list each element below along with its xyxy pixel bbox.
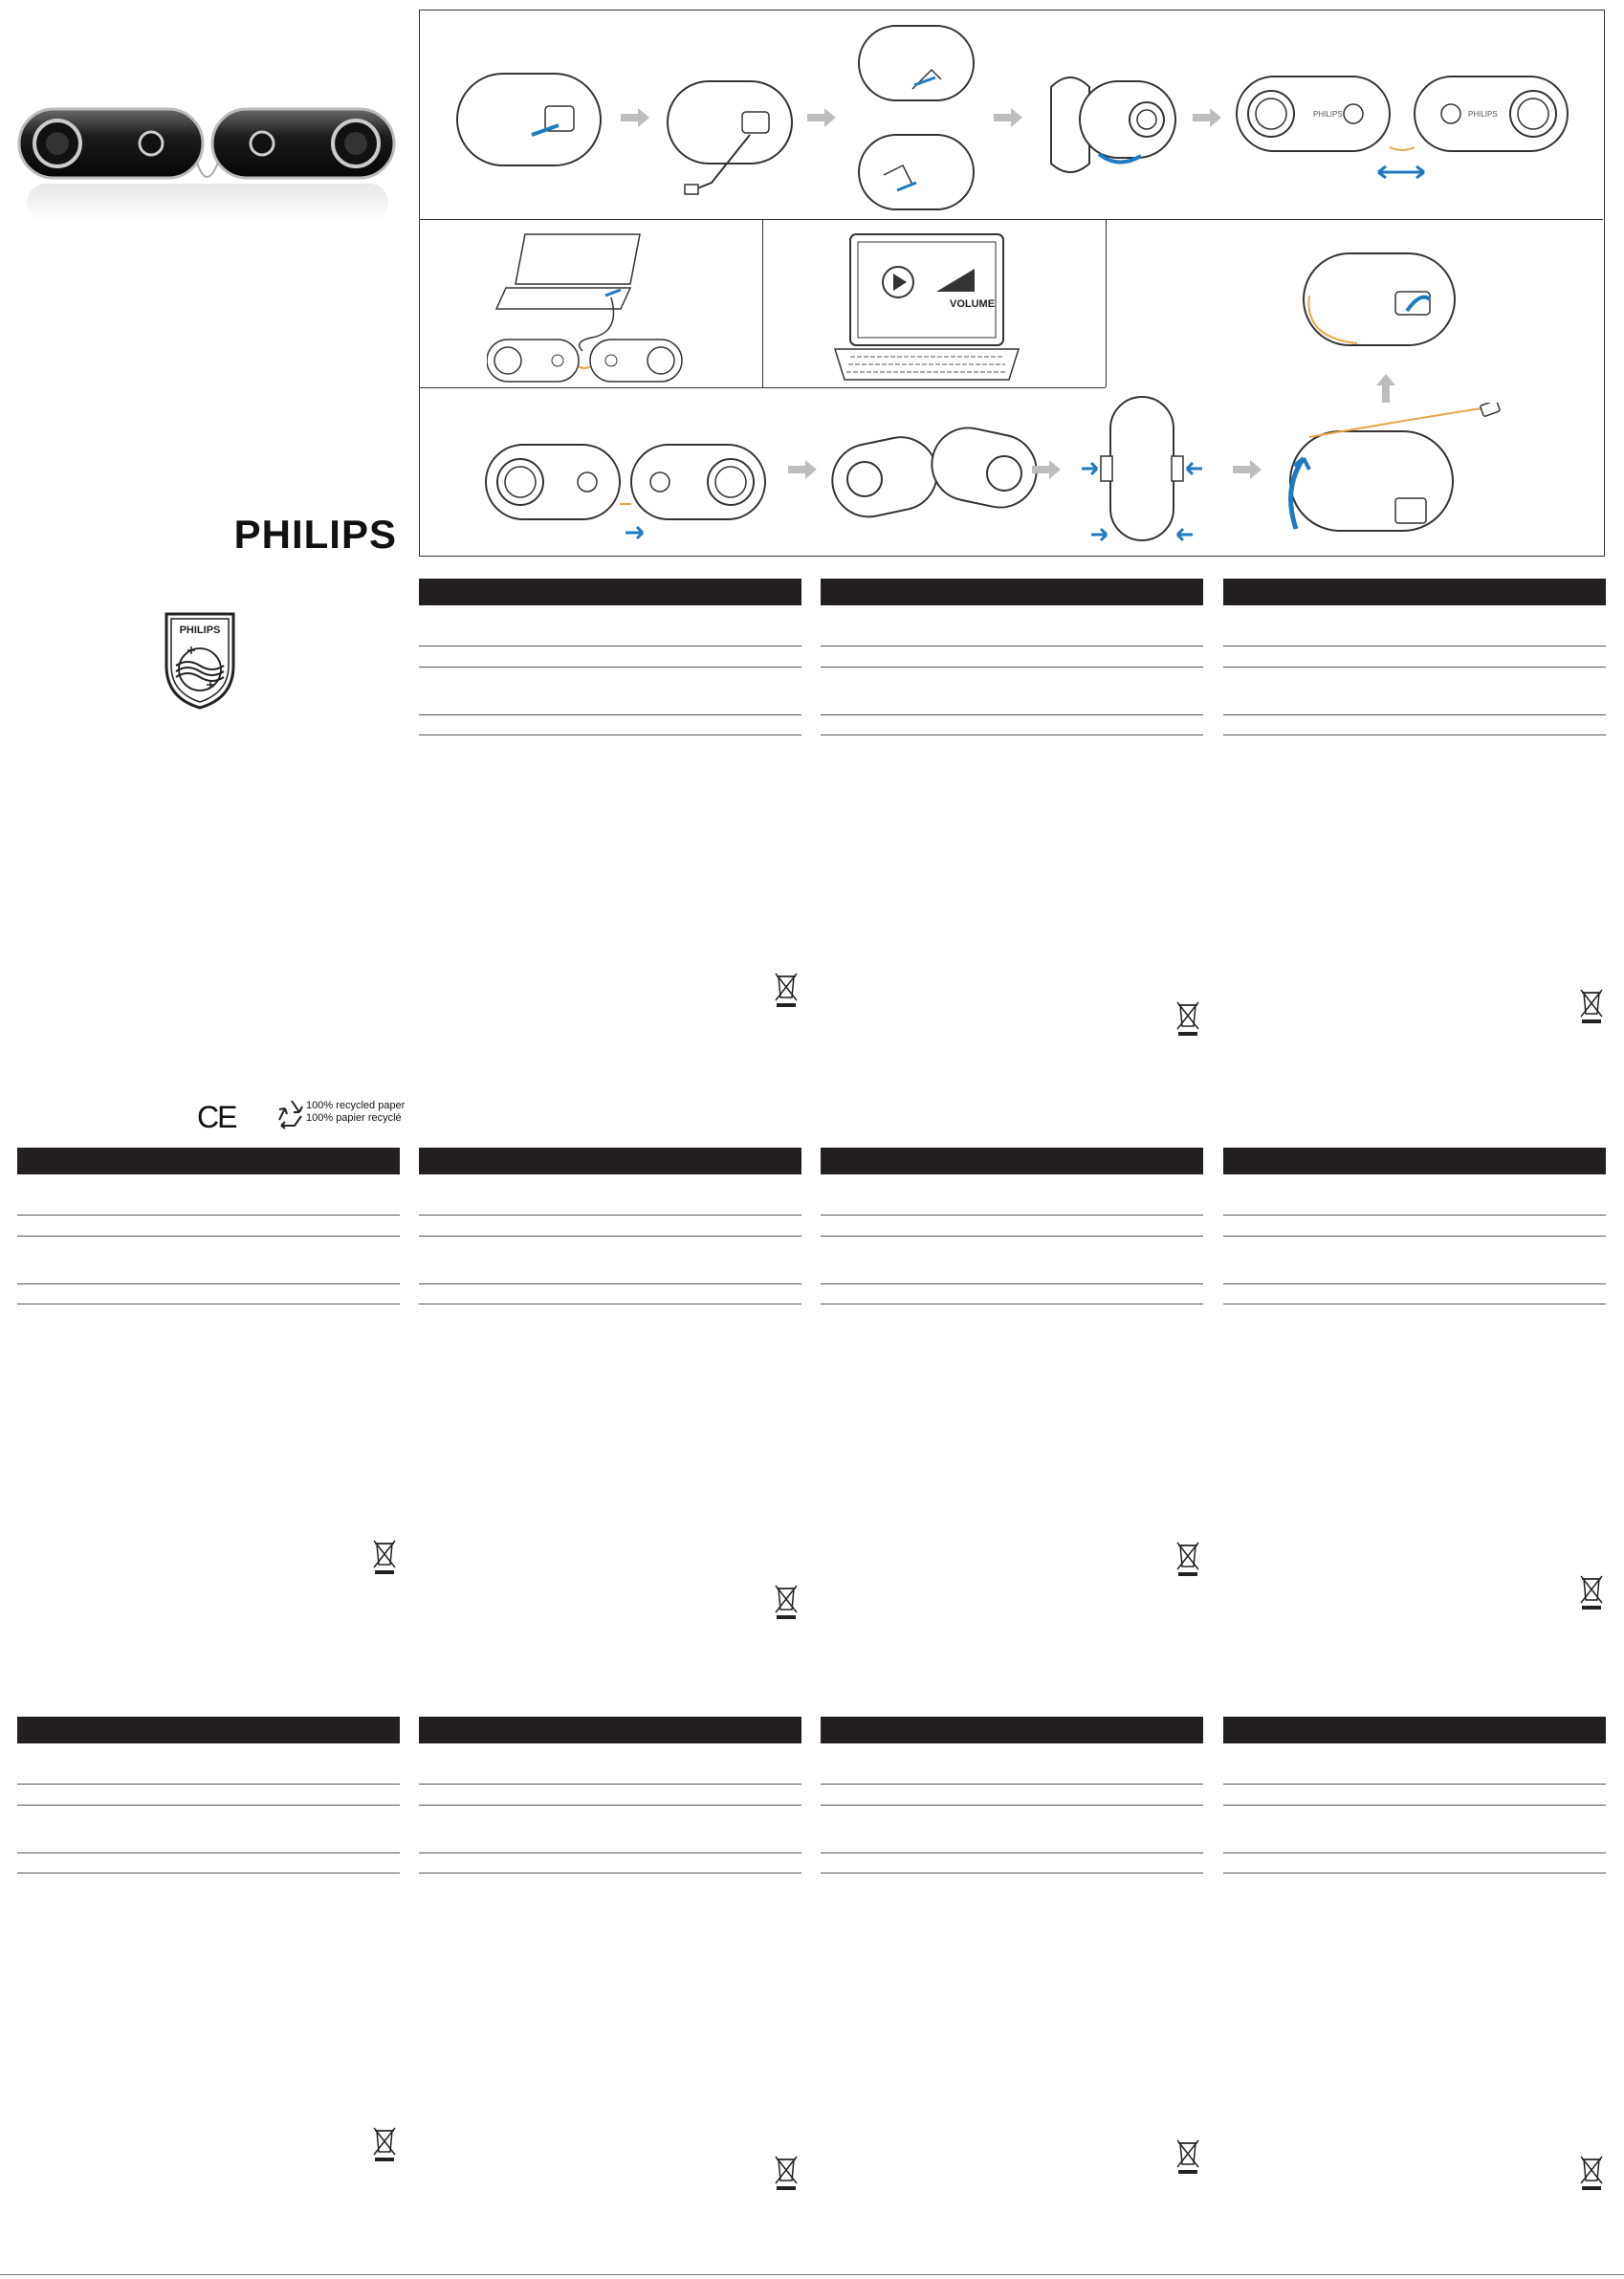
section-header-bar [821,579,1203,605]
weee-bin-icon [773,2154,800,2192]
gray-arrow-icon [807,108,836,127]
gray-arrow-icon [1233,460,1262,479]
step-separate-speakers [1233,73,1577,197]
speaker-label-right: PHILIPS [1468,110,1498,119]
volume-label: VOLUME [950,298,996,310]
weee-bin-icon [1578,2154,1605,2192]
weee-bin-icon [1578,987,1605,1025]
section-header-bar [419,1148,801,1174]
language-section [1223,579,1606,605]
step-rotate-speaker [1042,58,1185,183]
section-header-bar [1223,579,1606,605]
language-section [419,1148,801,1174]
recycled-paper-note [306,1100,405,1125]
recycle-icon [275,1097,308,1129]
ce-mark: CE [197,1100,236,1134]
language-section [17,1717,400,1743]
section-header-bar [17,1717,400,1743]
weee-bin-icon [1578,1573,1605,1611]
gray-arrow-icon [788,460,817,479]
language-section [1223,1148,1606,1174]
speaker-label-left: PHILIPS [1313,110,1343,119]
language-section [17,1148,400,1174]
step-pull-cable [664,77,798,202]
step-unfold-speakers [855,22,979,213]
language-section [821,579,1203,605]
step-press-together [1080,393,1204,546]
language-section [419,579,801,605]
product-photo [17,105,396,230]
gray-arrow-icon [1032,460,1061,479]
language-section [821,1148,1203,1174]
step-join-speakers [482,441,769,546]
shield-label: PHILIPS [179,625,221,636]
gray-arrow-icon [621,108,649,127]
section-header-bar [17,1148,400,1174]
weee-bin-icon [1174,2137,1201,2176]
page-footer-rule [0,2274,1624,2275]
step-fold-speakers [826,422,1046,527]
step-play-volume [831,230,1022,383]
recycled-paper-fr: 100% papier recyclé [306,1112,402,1124]
step-open-case [453,68,606,173]
weee-bin-icon [1174,1540,1201,1578]
language-section [821,1717,1203,1743]
weee-bin-icon [371,2125,398,2163]
section-header-bar [1223,1148,1606,1174]
section-header-bar [821,1717,1203,1743]
step-store-cable [1281,403,1510,546]
section-header-bar [1223,1717,1606,1743]
philips-wordmark: PHILIPS [233,512,397,557]
gray-arrow-icon [1376,374,1395,403]
step-connect-laptop [487,227,707,384]
gray-arrow-icon [994,108,1022,127]
instruction-diagram-panel [419,10,1605,557]
section-header-bar [419,1717,801,1743]
step-wrap-cable [1300,250,1462,355]
section-header-bar [821,1148,1203,1174]
weee-bin-icon [371,1538,398,1576]
language-section [1223,1717,1606,1743]
weee-bin-icon [773,971,800,1009]
weee-bin-icon [1174,999,1201,1038]
language-section [419,1717,801,1743]
weee-bin-icon [773,1583,800,1621]
gray-arrow-icon [1193,108,1221,127]
section-header-bar [419,579,801,605]
philips-shield-icon [163,610,237,710]
recycled-paper-en: 100% recycled paper [306,1100,406,1111]
